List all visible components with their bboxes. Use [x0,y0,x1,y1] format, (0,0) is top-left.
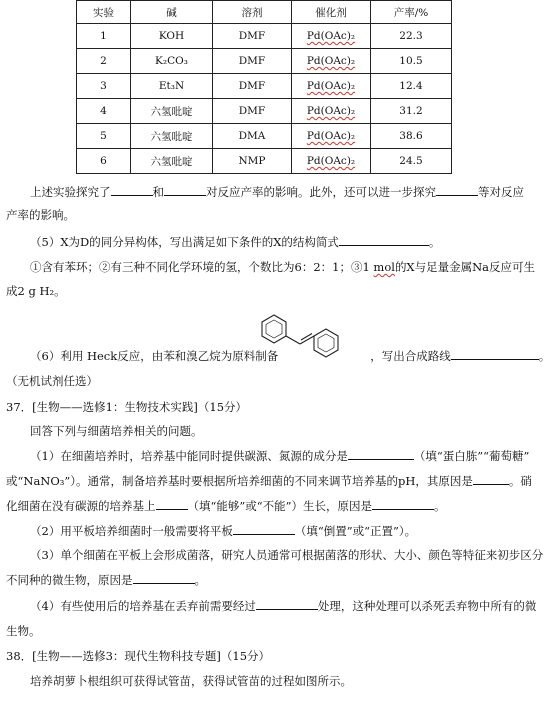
table-cell: 3 [77,74,131,99]
question-5: （5）X为D的同分异构体，写出满足如下条件的X的结构简式 。 [30,235,441,249]
table-header: 实验 [77,1,131,24]
table-cell [292,99,371,124]
table-cell: DMA [213,124,292,149]
answer-blank [111,183,153,196]
answer-blank [233,522,295,535]
table-cell: Et₃N [131,74,213,99]
text-line: （无机试剂任选） [6,374,98,388]
table-cell: 5 [77,124,131,149]
table-cell: KOH [131,24,213,49]
answer-blank [133,571,195,584]
answer-blank [348,447,414,460]
table-cell: 12.4 [371,74,452,99]
table-cell: 六氢吡啶 [131,124,213,149]
table-cell: 10.5 [371,49,452,74]
table-row [77,24,452,49]
table-cell: 24.5 [371,149,452,174]
catalyst-text: Pd(OAc)₂ [306,30,356,42]
question-37-3: （3）单个细菌在平板上会形成菌落，研究人员通常可根据菌落的形状、大小、颜色等特征来初步区分 [30,548,544,562]
table-cell: DMF [213,24,292,49]
table-cell [292,124,371,149]
text-line: ①含有苯环；②有三种不同化学环境的氢，个数比为6：2：1；③1 mol的X与足量金属Na反应可生 [30,260,536,274]
table-cell: K₂CO₃ [131,49,213,74]
question-37-1: （1）在细菌培养时，培养基中能同时提供碳源、氮源的成分是 （填“蛋白胨”“葡萄糖” [30,449,530,463]
table-cell: 31.2 [371,99,452,124]
table-row [77,124,452,149]
table-header: 碱 [131,1,213,24]
catalyst-text: Pd(OAc)₂ [306,55,356,67]
answer-blank [473,472,509,485]
table-row [77,99,452,124]
catalyst-text: Pd(OAc)₂ [306,155,356,167]
text-line: 产率的影响。 [6,208,75,222]
table-header: 催化剂 [292,1,371,24]
table-cell: DMF [213,74,292,99]
answer-blank [164,183,206,196]
table-header-row [77,1,452,24]
table-cell: DMF [213,49,292,74]
text-line: 上述实验探究了 和 对反应产率的影响。此外，还可以进一步探究 等对反应 [30,185,524,199]
table-cell [292,74,371,99]
table-cell [292,149,371,174]
table-header: 产率/% [371,1,452,24]
text-line: 培养胡萝卜根组织可获得试管苗，获得试管苗的过程如图所示。 [30,674,352,688]
question-37-2: （2）用平板培养细菌时一般需要将平板 （填“倒置”或“正置”）。 [30,524,417,538]
catalyst-text: Pd(OAc)₂ [306,80,356,92]
answer-blank [436,183,478,196]
text-line: 或“NaNO₃”）。通常，制备培养基时要根据所培养细菌的不同来调节培养基的pH，其原因是 。硝 [6,474,532,488]
answer-blank [339,233,429,246]
catalyst-text: Pd(OAc)₂ [306,105,356,117]
catalyst-text: Pd(OAc)₂ [306,130,356,142]
text-line: 生物。 [6,624,41,638]
table-cell: 38.6 [371,124,452,149]
table-cell: DMF [213,99,292,124]
table-row [77,149,452,174]
section-38-title: 38．[生物——选修3：现代生物科技专题]（15分） [6,649,271,663]
table-row [77,74,452,99]
table-row [77,49,452,74]
table-cell [292,49,371,74]
table-cell: NMP [213,149,292,174]
table-cell: 2 [77,49,131,74]
table-cell: 1 [77,24,131,49]
section-37-title: 37．[生物——选修1：生物技术实践]（15分） [6,400,248,414]
table-header: 溶剂 [213,1,292,24]
question-37-4: （4）有些使用后的培养基在丢弃前需要经过 处理，这种处理可以杀死丢弃物中所有的微 [30,599,537,613]
table-cell: 六氢吡啶 [131,99,213,124]
answer-blank [451,347,539,360]
text-line: 不同种的微生物，原因是 。 [6,573,206,587]
answer-blank [256,597,318,610]
text-line: 回答下列与细菌培养相关的问题。 [30,424,203,438]
answer-blank [372,497,434,510]
table-cell: 六氢吡啶 [131,149,213,174]
text-line: 成2 g H₂。 [6,284,66,298]
table-cell: 6 [77,149,131,174]
table-cell: 22.3 [371,24,452,49]
question-6: （6）利用 Heck反应，由苯和溴乙烷为原料制备 ，写出合成路线 。 [30,349,551,363]
experiment-table [76,0,452,174]
table-cell: 4 [77,99,131,124]
answer-blank [156,497,188,510]
text-line: 化细菌在没有碳源的培养基上 （填“能够”或“不能”）生长，原因是 。 [6,499,446,513]
table-cell [292,24,371,49]
